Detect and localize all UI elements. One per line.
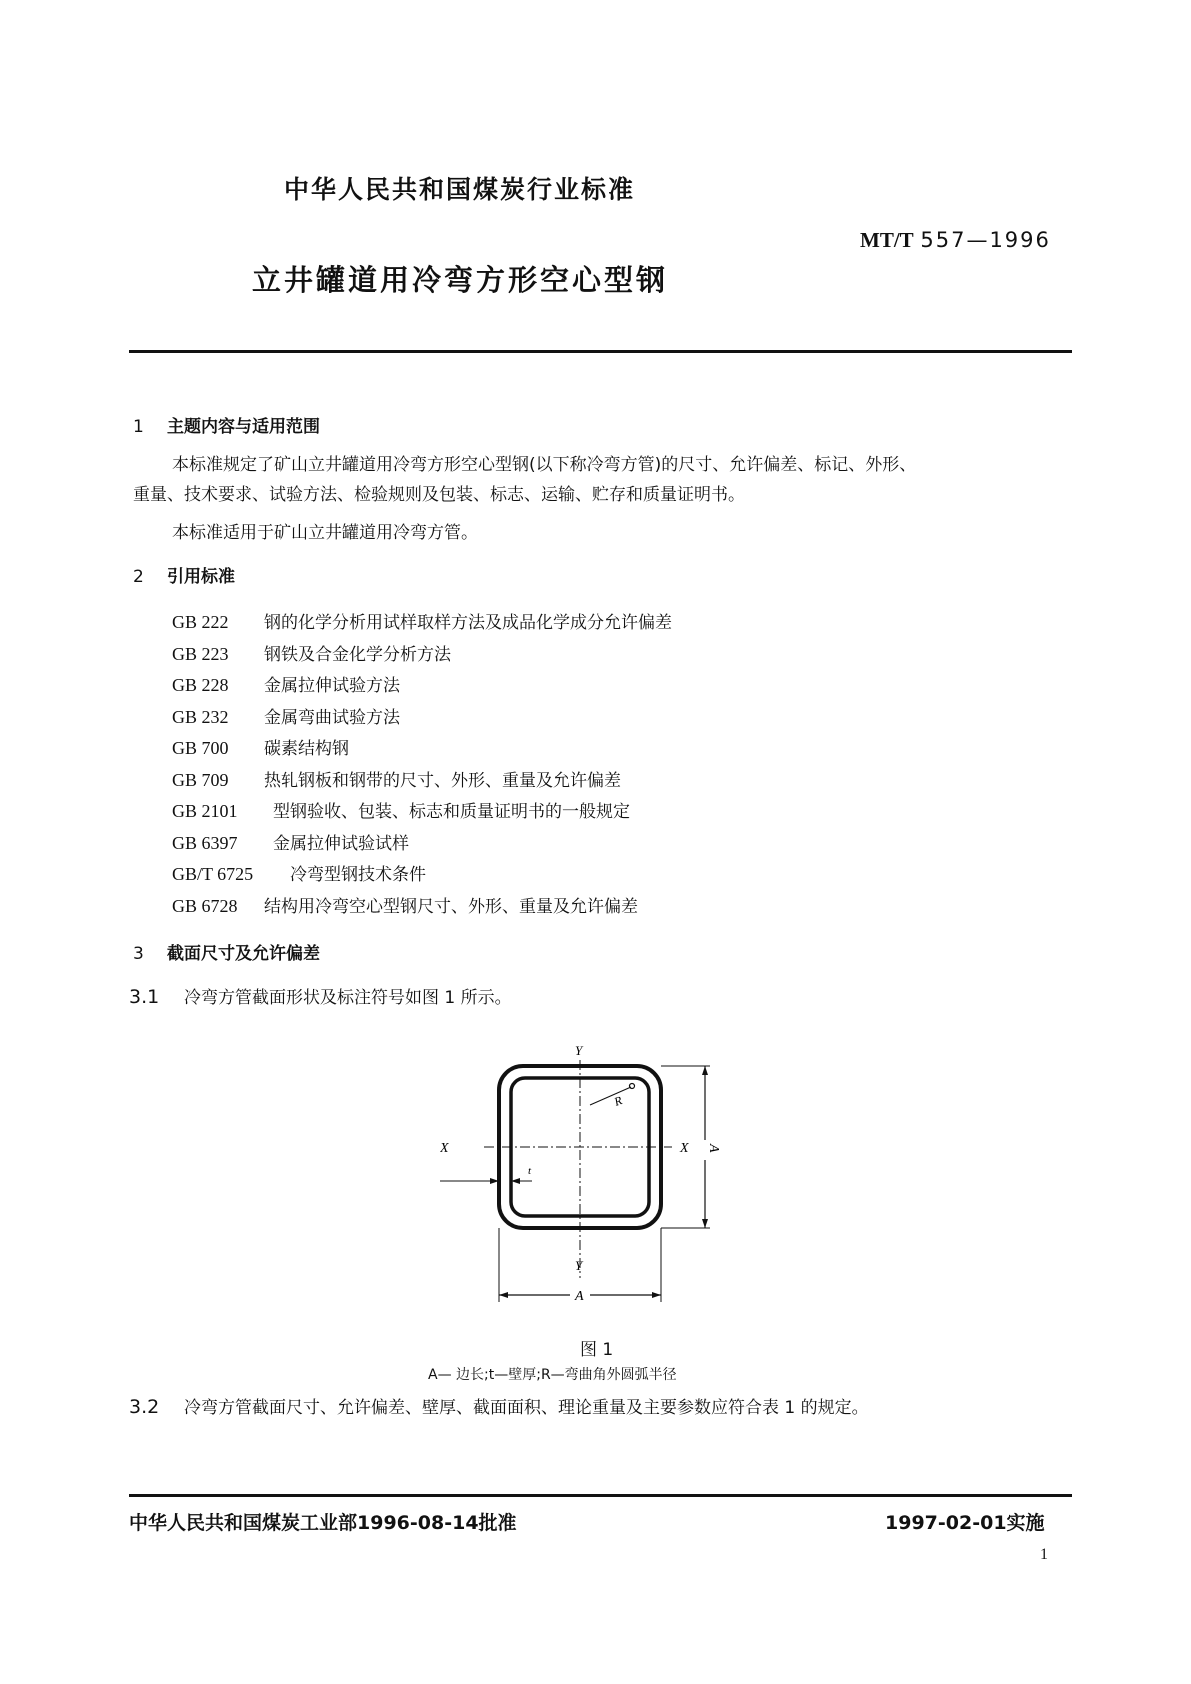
section-1-heading xyxy=(133,412,320,437)
reference-code: GB/T 6725 xyxy=(172,864,254,884)
reference-title: 钢的化学分析用试样取样方法及成品化学成分允许偏差 xyxy=(264,613,672,633)
reference-code: GB 6397 xyxy=(172,833,238,853)
clause-number: 3.2 xyxy=(129,1396,160,1418)
clause-3-1 xyxy=(129,983,512,1008)
reference-item xyxy=(172,734,349,759)
standard-number: 557—1996 xyxy=(920,228,1051,252)
section-title: 截面尺寸及允许偏差 xyxy=(167,944,320,964)
clause-text: 冷弯方管截面形状及标注符号如图 1 所示。 xyxy=(184,988,512,1008)
section-number: 2 xyxy=(133,567,144,587)
reference-title: 结构用冷弯空心型钢尺寸、外形、重量及允许偏差 xyxy=(264,897,638,917)
arrow-bottom-right xyxy=(652,1292,661,1298)
arrow-bottom-left xyxy=(499,1292,508,1298)
reference-title: 冷弯型钢技术条件 xyxy=(290,865,426,885)
section-title: 引用标准 xyxy=(167,567,235,587)
header-divider xyxy=(129,350,1072,353)
reference-item xyxy=(172,766,621,791)
reference-title: 碳素结构钢 xyxy=(264,739,349,759)
label-radius: R xyxy=(612,1093,624,1109)
reference-code: GB 232 xyxy=(172,707,229,727)
standard-prefix: MT/T xyxy=(860,228,914,252)
clause-text: 冷弯方管截面尺寸、允许偏差、壁厚、截面面积、理论重量及主要参数应符合表 1 的规定。 xyxy=(184,1398,869,1418)
reference-title: 型钢验收、包装、标志和质量证明书的一般规定 xyxy=(273,802,630,822)
label-thickness: t xyxy=(528,1165,532,1177)
document-title: 立井罐道用冷弯方形空心型钢 xyxy=(252,263,669,297)
reference-code: GB 2101 xyxy=(172,801,238,821)
reference-item xyxy=(172,640,451,665)
clause-number: 3.1 xyxy=(129,986,160,1008)
issuing-organization: 中华人民共和国煤炭行业标准 xyxy=(284,175,636,204)
label-side-bottom: A xyxy=(575,1289,584,1304)
reference-item xyxy=(172,671,400,696)
reference-title: 金属弯曲试验方法 xyxy=(264,708,400,728)
reference-item xyxy=(172,703,400,728)
reference-item xyxy=(172,829,409,854)
radius-leader xyxy=(590,1087,631,1105)
paragraph: 本标准规定了矿山立井罐道用冷弯方形空心型钢(以下称冷弯方管)的尺寸、允许偏差、标记、外形、 xyxy=(172,455,917,475)
footer-divider xyxy=(129,1494,1072,1497)
paragraph: 重量、技术要求、试验方法、检验规则及包装、标志、运输、贮存和质量证明书。 xyxy=(133,485,745,505)
label-y-top: Y xyxy=(575,1043,583,1058)
section-number: 1 xyxy=(133,417,144,437)
standard-code xyxy=(860,228,1051,253)
label-x-right: X xyxy=(680,1141,689,1156)
approval-statement: 中华人民共和国煤炭工业部1996-08-14批准 xyxy=(129,1512,517,1534)
figure-1-drawing xyxy=(440,1040,760,1320)
label-x-left: X xyxy=(440,1141,449,1156)
section-3-heading xyxy=(133,939,320,964)
reference-item xyxy=(172,797,630,822)
reference-title: 钢铁及合金化学分析方法 xyxy=(264,645,451,665)
label-side-right: A xyxy=(706,1144,721,1153)
section-number: 3 xyxy=(133,944,144,964)
arrow-right-bottom xyxy=(702,1219,708,1228)
page-number: 1 xyxy=(1040,1546,1048,1563)
reference-code: GB 228 xyxy=(172,675,229,695)
figure-caption: A— 边长;t—壁厚;R—弯曲角外圆弧半径 xyxy=(428,1367,677,1383)
reference-code: GB 709 xyxy=(172,770,229,790)
clause-3-2 xyxy=(129,1393,869,1418)
reference-code: GB 222 xyxy=(172,612,229,632)
radius-marker xyxy=(630,1084,635,1089)
paragraph: 本标准适用于矿山立井罐道用冷弯方管。 xyxy=(172,523,478,543)
reference-code: GB 223 xyxy=(172,644,229,664)
reference-code: GB 700 xyxy=(172,738,229,758)
reference-title: 金属拉伸试验方法 xyxy=(264,676,400,696)
section-2-heading xyxy=(133,562,235,587)
reference-title: 金属拉伸试验试样 xyxy=(273,834,409,854)
reference-title: 热轧钢板和钢带的尺寸、外形、重量及允许偏差 xyxy=(264,771,621,791)
effective-date: 1997-02-01实施 xyxy=(885,1512,1045,1534)
figure-title: 图 1 xyxy=(580,1340,614,1360)
reference-code: GB 6728 xyxy=(172,896,238,916)
reference-item xyxy=(172,892,638,917)
reference-item xyxy=(172,860,426,885)
reference-item xyxy=(172,608,672,633)
section-title: 主题内容与适用范围 xyxy=(167,417,320,437)
arrow-right-top xyxy=(702,1066,708,1075)
label-y-bottom: Y xyxy=(575,1258,583,1273)
